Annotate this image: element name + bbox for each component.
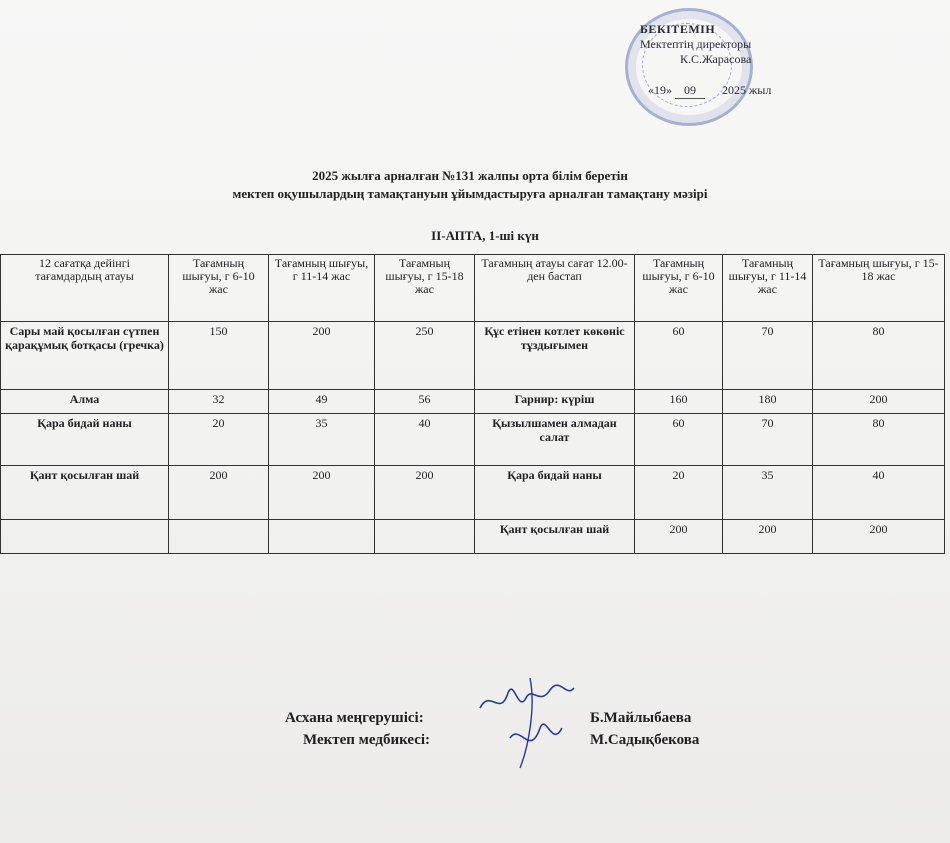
morning-qty-cell: 32 [169,390,269,414]
header-morning-6-10: Тағамның шығуы, г 6-10 жас [169,255,269,322]
lunch-qty-cell: 200 [813,520,945,554]
header-morning-dish: 12 сағатқа дейінгі тағамдардың атауы [1,255,169,322]
lunch-qty-cell: 70 [723,322,813,390]
lunch-qty-cell: 20 [635,466,723,520]
header-lunch-dish: Тағамның атауы сағат 12.00-ден бастап [475,255,635,322]
morning-qty-cell: 56 [375,390,475,414]
approval-date-day: «19» [648,83,672,97]
morning-dish-cell [1,520,169,554]
morning-qty-cell: 200 [169,466,269,520]
header-lunch-6-10: Тағамның шығуы, г 6-10 жас [635,255,723,322]
morning-qty-cell [375,520,475,554]
table-row [1,390,945,414]
morning-qty-cell: 200 [269,322,375,390]
lunch-qty-cell: 80 [813,322,945,390]
table-row [1,466,945,520]
canteen-manager-name: Б.Майлыбаева [590,710,692,726]
signature-row-nurse [285,729,785,751]
table-row [1,520,945,554]
canteen-manager-role: Асхана меңгерушісі: [285,710,424,726]
morning-dish-cell: Қант қосылған шай [1,466,169,520]
morning-qty-cell [269,520,375,554]
morning-qty-cell: 40 [375,414,475,466]
approval-heading: БЕКІТЕМІН [640,22,716,36]
lunch-qty-cell: 70 [723,414,813,466]
morning-qty-cell [169,520,269,554]
approval-date [648,83,840,99]
morning-qty-cell: 20 [169,414,269,466]
morning-qty-cell: 250 [375,322,475,390]
morning-dish-cell: Алма [1,390,169,414]
table-row [1,414,945,466]
morning-qty-cell: 49 [269,390,375,414]
header-lunch-11-14: Тағамның шығуы, г 11-14 жас [723,255,813,322]
lunch-dish-cell: Қызылшамен алмадан салат [475,414,635,466]
lunch-qty-cell: 180 [723,390,813,414]
morning-dish-cell: Сары май қосылған сүтпен қарақұмық ботқасы (гречка) [1,322,169,390]
signatures-block [285,707,785,751]
morning-qty-cell: 35 [269,414,375,466]
approval-date-month: 09 [675,83,705,99]
header-lunch-15-18: Тағамның шығуы, г 15-18 жас [813,255,945,322]
approval-block [640,22,840,99]
approval-signatory: К.С.Жарасова [680,52,752,66]
lunch-qty-cell: 80 [813,414,945,466]
signature-row-canteen [285,707,785,729]
lunch-qty-cell: 60 [635,322,723,390]
lunch-qty-cell: 200 [723,520,813,554]
morning-qty-cell: 200 [269,466,375,520]
lunch-qty-cell: 160 [635,390,723,414]
lunch-dish-cell: Гарнир: күріш [475,390,635,414]
table-header-row [1,255,945,322]
approval-position: Мектептің директоры [640,37,752,51]
lunch-dish-cell: Қант қосылған шай [475,520,635,554]
lunch-qty-cell: 40 [813,466,945,520]
table-row [1,322,945,390]
menu-table [0,254,945,554]
morning-qty-cell: 200 [375,466,475,520]
header-morning-11-14: Тағамның шығуы, г 11-14 жас [269,255,375,322]
school-nurse-role: Мектеп медбикесі: [303,732,431,748]
morning-qty-cell: 150 [169,322,269,390]
lunch-qty-cell: 200 [813,390,945,414]
week-day-label: II-АПТА, 1-ші күн [431,228,539,243]
lunch-dish-cell: Қара бидай наны [475,466,635,520]
lunch-qty-cell: 35 [723,466,813,520]
lunch-dish-cell: Құс етінен котлет көкөніс тұздығымен [475,322,635,390]
document-title-line2: мектеп оқушылардың тамақтануын ұйымдастыруға арналған тамақтану мәзірі [232,186,708,201]
school-nurse-name: М.Садықбекова [590,732,700,748]
morning-dish-cell: Қара бидай наны [1,414,169,466]
header-morning-15-18: Тағамның шығуы, г 15-18 жас [375,255,475,322]
lunch-qty-cell: 60 [635,414,723,466]
approval-date-year: 2025 жыл [722,83,772,97]
lunch-qty-cell: 200 [635,520,723,554]
document-title-line1: 2025 жылға арналған №131 жалпы орта білім беретін [312,168,628,183]
